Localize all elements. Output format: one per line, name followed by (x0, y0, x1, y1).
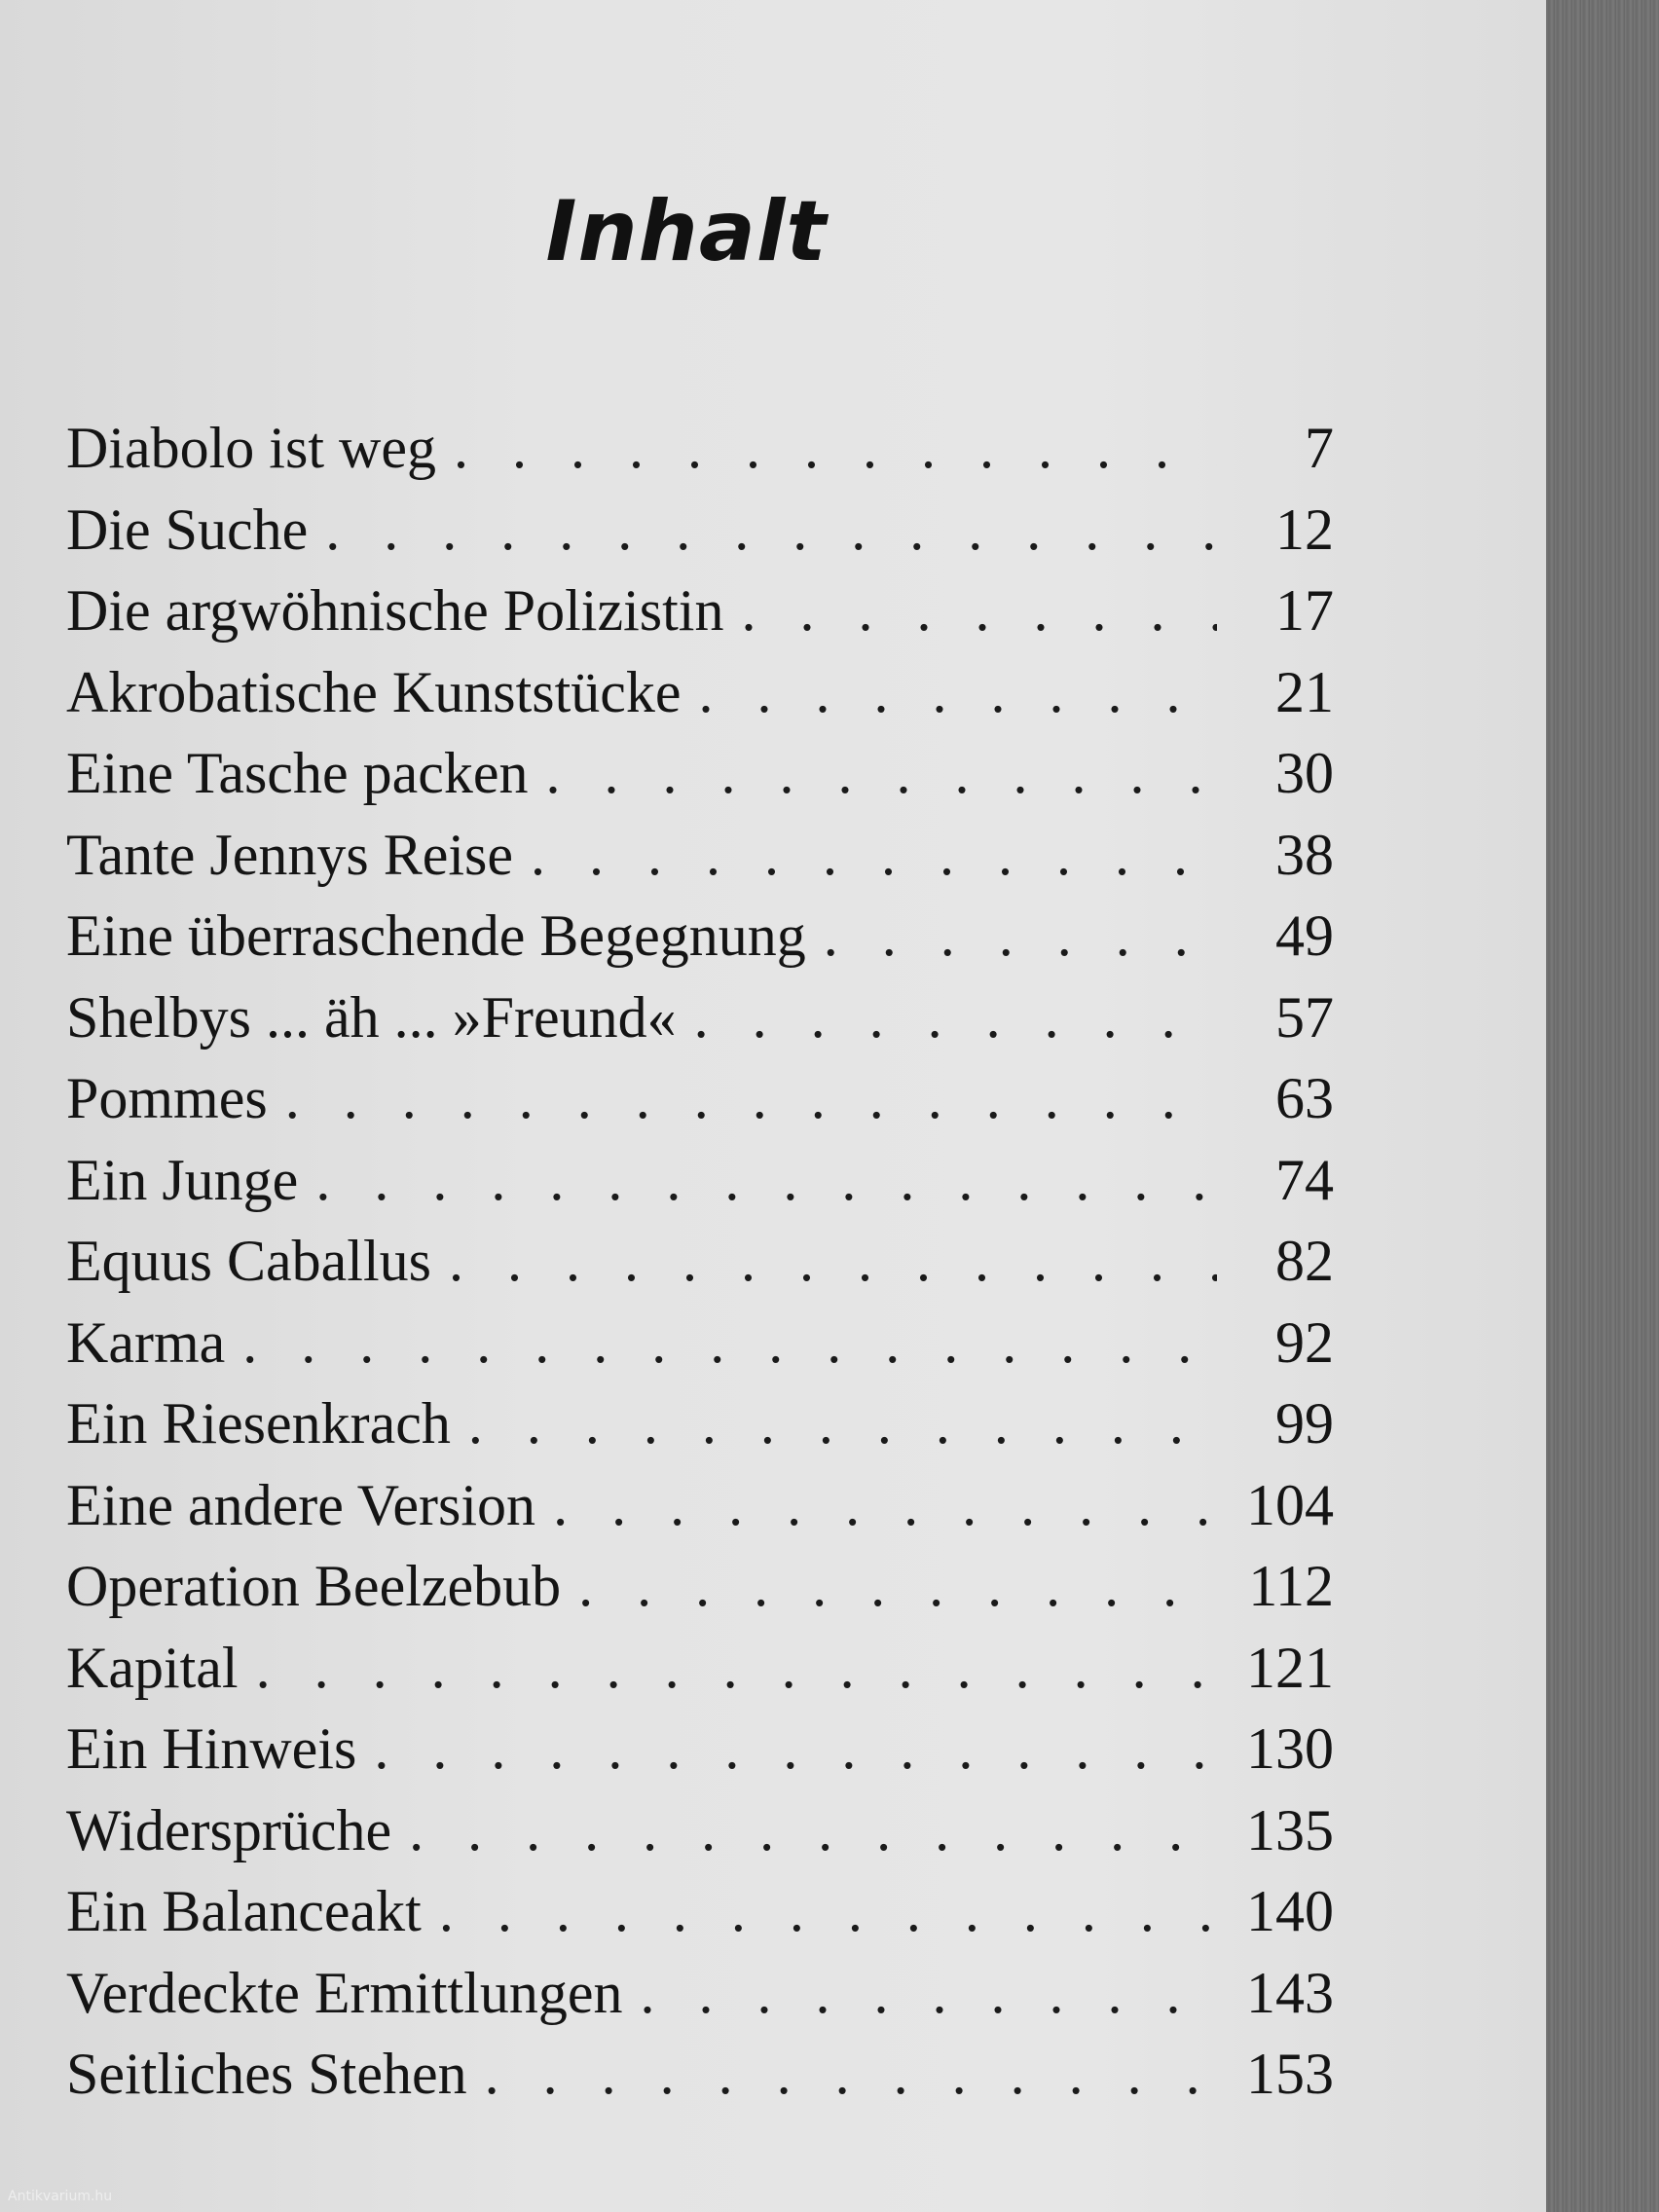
toc-entry-title: Eine überraschende Begegnung (66, 903, 806, 968)
toc-entry (66, 1635, 1334, 1716)
leader-dots (454, 415, 1217, 482)
toc-entry-page: 112 (1248, 1554, 1334, 1618)
toc-entry-page: 121 (1246, 1635, 1334, 1700)
toc-entry-title: Widersprüche (66, 1797, 392, 1862)
leader-dots (531, 822, 1217, 889)
toc-entry (66, 659, 1334, 741)
toc-entry-title: Ein Hinweis (66, 1716, 357, 1781)
leader-dots (578, 1553, 1217, 1620)
toc-entry-page: 104 (1246, 1472, 1334, 1537)
toc-entry-title: Shelbys ... äh ... »Freund« (66, 984, 677, 1050)
toc-entry (66, 497, 1334, 578)
leader-dots (449, 1228, 1217, 1295)
leader-dots (439, 1878, 1217, 1945)
toc-entry (66, 984, 1334, 1066)
leader-dots (545, 740, 1217, 807)
table-of-contents (66, 415, 1334, 2122)
toc-entry-page: 153 (1246, 2042, 1334, 2106)
toc-entry-page: 92 (1275, 1309, 1334, 1375)
leader-dots (553, 1472, 1217, 1539)
toc-entry-title: Ein Balanceakt (66, 1879, 422, 1943)
toc-entry-title: Verdeckte Ermittlungen (66, 1960, 623, 2025)
toc-entry (66, 1797, 1334, 1879)
toc-entry-title: Die argwöhnische Polizistin (66, 578, 724, 643)
toc-entry-page: 17 (1275, 578, 1334, 643)
toc-entry-page: 82 (1275, 1229, 1334, 1293)
toc-entry-title: Equus Caballus (66, 1229, 431, 1293)
toc-entry (66, 1147, 1334, 1229)
toc-entry-page: 140 (1246, 1879, 1334, 1943)
leader-dots (468, 1390, 1217, 1457)
toc-entry-page: 143 (1246, 1960, 1334, 2025)
leader-dots (325, 497, 1217, 564)
toc-entry-title: Ein Junge (66, 1147, 299, 1212)
toc-entry (66, 903, 1334, 984)
toc-entry-title: Akrobatische Kunststücke (66, 659, 682, 724)
toc-entry-title: Eine andere Version (66, 1472, 536, 1537)
toc-entry (66, 1228, 1334, 1309)
toc-entry-title: Kapital (66, 1635, 239, 1700)
toc-entry (66, 822, 1334, 903)
toc-entry (66, 1553, 1334, 1635)
toc-entry (66, 415, 1334, 497)
toc-entry-page: 63 (1275, 1066, 1334, 1130)
leader-dots (694, 984, 1217, 1051)
leader-dots (741, 577, 1217, 645)
toc-entry (66, 1390, 1334, 1472)
leader-dots (485, 2041, 1217, 2108)
toc-entry (66, 577, 1334, 659)
page-title: Inhalt (545, 182, 828, 280)
toc-entry-page: 7 (1305, 416, 1334, 480)
toc-entry-page: 74 (1275, 1147, 1334, 1212)
toc-entry-page: 21 (1275, 659, 1334, 724)
toc-entry-title: Eine Tasche packen (66, 741, 529, 805)
toc-entry-title: Karma (66, 1309, 226, 1375)
toc-entry (66, 2041, 1334, 2122)
leader-dots (374, 1715, 1217, 1783)
toc-entry-title: Die Suche (66, 497, 309, 562)
leader-dots (242, 1309, 1217, 1377)
toc-entry-page: 130 (1246, 1716, 1334, 1781)
toc-entry-page: 38 (1275, 822, 1334, 887)
toc-entry-title: Seitliches Stehen (66, 2042, 467, 2106)
toc-entry-title: Diabolo ist weg (66, 416, 436, 480)
toc-entry-title: Ein Riesenkrach (66, 1391, 451, 1456)
leader-dots (285, 1065, 1217, 1132)
toc-entry-page: 135 (1246, 1797, 1334, 1862)
toc-entry-title: Operation Beelzebub (66, 1554, 562, 1618)
page-edge-stack (1546, 0, 1659, 2212)
leader-dots (640, 1960, 1217, 2027)
toc-entry (66, 1878, 1334, 1960)
toc-entry-title: Tante Jennys Reise (66, 822, 514, 887)
toc-entry-title: Pommes (66, 1066, 268, 1130)
toc-entry (66, 1309, 1334, 1391)
toc-entry-page: 30 (1275, 741, 1334, 805)
toc-entry-page: 12 (1275, 497, 1334, 562)
watermark: Antikvarium.hu (8, 2189, 113, 2204)
toc-entry (66, 740, 1334, 822)
leader-dots (409, 1797, 1217, 1864)
toc-entry-page: 57 (1275, 984, 1334, 1050)
leader-dots (824, 903, 1217, 970)
toc-entry (66, 1065, 1334, 1147)
leader-dots (699, 659, 1217, 726)
toc-entry (66, 1715, 1334, 1797)
toc-entry-page: 99 (1275, 1391, 1334, 1456)
leader-dots (256, 1635, 1217, 1702)
toc-entry (66, 1960, 1334, 2042)
toc-entry (66, 1472, 1334, 1554)
leader-dots (315, 1147, 1217, 1214)
toc-entry-page: 49 (1275, 903, 1334, 968)
